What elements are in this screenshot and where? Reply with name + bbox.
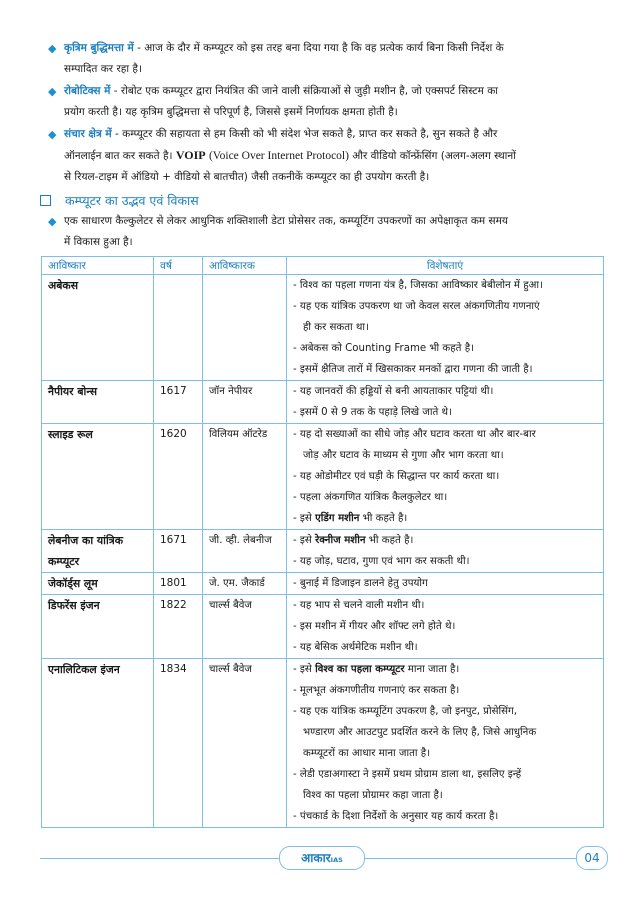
- bullet-head: संचार क्षेत्र में: [64, 128, 112, 140]
- section-title: कम्प्यूटर का उद्भव एवं विकास: [65, 193, 199, 208]
- table-row: [42, 275, 604, 381]
- cell-year: 1801: [154, 573, 203, 595]
- bullet-robotics: ◆ रोबोटिक्स में - रोबोट एक कम्प्यूटर द्वारा नियंत्रित की जाने वाली संक्रियाओं से जुड़ी मशीन है, जो एक्सपर्ट सिस्टम का प्रयोग करती है। यह कृत्रिम बुद्धिमत्ता से परिपूर्ण है, जिससे इसमें निर्णायक क्षमता होती है।: [64, 81, 608, 123]
- feature-emphasis: रेक्नीज मशीन: [315, 535, 366, 546]
- feature-item: - पंचकार्ड के दिशा निर्देशों के अनुसार यह कार्य करता है।: [293, 811, 499, 822]
- bullet-text: आज के दौर में कम्प्यूटर को इस तरह बना दिया गया है कि वह प्रत्येक कार्य बिना किसी निर्देश के: [144, 42, 504, 54]
- feature-emphasis: विश्व का पहला कम्प्यूटर: [315, 664, 405, 675]
- header-features: विशेषताएं: [287, 257, 604, 275]
- table-row: [42, 595, 604, 659]
- bullet-head: रोबोटिक्स में: [64, 85, 111, 97]
- feature-emphasis: एडिंग मशीन: [315, 513, 360, 524]
- cell-year: 1671: [154, 530, 203, 573]
- bullet-text: सम्पादित कर रहा है।: [64, 63, 142, 75]
- feature-item: - इसमें 0 से 9 तक के पहाड़े लिखे जाते थे।: [293, 407, 452, 418]
- feature-item: - मूलभूत अंकगणीतीय गणनाएं कर सकता है।: [293, 685, 460, 696]
- table-header-row: [42, 257, 604, 275]
- table-row: [42, 381, 604, 424]
- feature-item: - बुनाई में डिजाइन डालने हेतु उपयोग: [293, 578, 428, 589]
- cell-inventor: विलियम ऑटरेड: [203, 424, 287, 530]
- cell-invention: लेबनीज का यांत्रिक कम्प्यूटर: [42, 530, 154, 573]
- footer-rule: [40, 858, 279, 859]
- feature-item: - पहला अंकगणित यांत्रिक कैलकुलेटर था।: [293, 492, 448, 503]
- voip-term: VOIP: [175, 148, 206, 162]
- cell-year: 1834: [154, 659, 203, 828]
- cell-features: [287, 275, 604, 381]
- cell-inventor: चार्ल्स बैवेज: [203, 659, 287, 828]
- table-row: [42, 573, 604, 595]
- cell-inventor: जी. व्ही. लेबनीज: [203, 530, 287, 573]
- cell-year: [154, 275, 203, 381]
- cell-inventor: जॉन नेपीयर: [203, 381, 287, 424]
- feature-item: - यह जोड़, घटाव, गुणा एवं भाग कर सकती थी।: [293, 556, 470, 567]
- cell-invention: नैपीयर बोन्स: [42, 381, 154, 424]
- checkbox-square-icon: [40, 195, 51, 206]
- bullet-text: रोबोट एक कम्प्यूटर द्वारा नियंत्रित की जाने वाली संक्रियाओं से जुड़ी मशीन है, जो एक्सपर्ट सिस्टम का: [120, 85, 498, 97]
- feature-item: - इसे विश्व का पहला कम्प्यूटर माना जाता है।: [293, 664, 460, 675]
- feature-item: - यह एक यांत्रिक उपकरण था जो केवल सरल अंकगणितीय गणनाएं ही कर सकता था।: [293, 301, 540, 333]
- bullet-icon: ◆: [48, 215, 57, 228]
- feature-item: - विश्व का पहला गणना यंत्र है, जिसका आविष्कार बेबीलोन में हुआ।: [293, 280, 543, 291]
- table-row: [42, 659, 604, 828]
- cell-features: [287, 381, 604, 424]
- feature-item: - यह जानवरों की हड्डियों से बनी आयताकार पट्टियां थी।: [293, 386, 494, 397]
- feature-item: - यह ओडोमीटर एवं घड़ी के सिद्धान्त पर कार्य करता था।: [293, 471, 500, 482]
- feature-item: - इस मशीन में गीयर और शॉफ्ट लगे होते थे।: [293, 621, 456, 632]
- section-intro: ◆ एक साधारण कैल्कुलेटर से लेकर आधुनिक शक्तिशाली डेटा प्रोसेसर तक, कम्प्यूटिंग उपकरणों का अपेक्षाकृत कम समय में विकास हुआ है।: [64, 211, 608, 253]
- bullet-icon: ◆: [48, 128, 57, 141]
- bullet-icon: ◆: [48, 85, 57, 98]
- cell-year: 1620: [154, 424, 203, 530]
- header-inventor: आविष्कारक: [203, 257, 287, 275]
- feature-item: - यह दो सख्याओं का सीधे जोड़ और घटाव करता था और बार-बार जोड़ और घटाव के माध्यम से गुणा और भाग करता था।: [293, 429, 536, 461]
- bullet-head: कृत्रिम बुद्धिमत्ता में: [64, 42, 134, 54]
- bullet-ai: ◆ कृत्रिम बुद्धिमत्ता में - आज के दौर में कम्प्यूटर को इस तरह बना दिया गया है कि वह प्रत्येक कार्य बिना किसी निर्देश के सम्पादित कर रहा है।: [64, 38, 608, 80]
- feature-item: - लेडी एडाअगास्टा ने इसमें प्रथम प्रोग्राम डाला था, इसलिए इन्हें विश्व का पहला प्रोग्रामर कहा जाता है।: [293, 769, 522, 801]
- cell-invention: अबेकस: [42, 275, 154, 381]
- feature-item: - इसे एडिंग मशीन भी कहते है।: [293, 513, 408, 524]
- table-row: [42, 424, 604, 530]
- cell-features: [287, 659, 604, 828]
- cell-inventor: चार्ल्स बैवेज: [203, 595, 287, 659]
- feature-item: - यह बेसिक अर्थमेटिक मशीन थी।: [293, 642, 418, 653]
- cell-inventor: जे. एम. जैकार्ड: [203, 573, 287, 595]
- cell-invention: डिफरेंस इंजन: [42, 595, 154, 659]
- history-table: [41, 256, 604, 828]
- bullet-icon: ◆: [48, 42, 57, 55]
- cell-year: 1617: [154, 381, 203, 424]
- cell-features: [287, 530, 604, 573]
- feature-item: - इसे रेक्नीज मशीन भी कहते है।: [293, 535, 414, 546]
- cell-invention: जेकॉर्ड्स लूम: [42, 573, 154, 595]
- brand-logo: आकारIAS: [279, 846, 365, 870]
- bullet-text: प्रयोग करती है। यह कृत्रिम बुद्धिमत्ता से परिपूर्ण है, जिससे इसमें निर्णायक क्षमता होती है।: [64, 106, 398, 118]
- feature-item: - इसमें क्षैतिज तारों में खिसकाकर मनकों द्वारा गणना की जाती है।: [293, 364, 533, 375]
- feature-item: - यह भाप से चलने वाली मशीन थी।: [293, 600, 425, 611]
- cell-year: 1822: [154, 595, 203, 659]
- footer-rule: [363, 858, 576, 859]
- bullet-communication: ◆ संचार क्षेत्र में - कम्प्यूटर की सहायता से हम किसी को भी संदेश भेज सकते है, प्राप्त कर सकते है, सुन सकते है और ऑनलाईन बात कर सकते है। VOIP (Voice Over Internet Protocol) और वीडियो कॉन्फ्रेंसिंग (अलग-अलग स्थानों से रियल-टाइम में ऑडियो + वीडियो से बातचीत) जैसी तकनीकें कम्प्यूटर का ही उपयोग करती है।: [64, 124, 608, 188]
- cell-invention: एनालिटिकल इंजन: [42, 659, 154, 828]
- bullet-text: कम्प्यूटर की सहायता से हम किसी को भी संदेश भेज सकते है, प्राप्त कर सकते है, सुन सकते है और: [122, 128, 498, 140]
- page-number: 04: [576, 846, 608, 870]
- section-heading: [40, 192, 199, 209]
- header-year: वर्ष: [154, 257, 203, 275]
- table-body: [42, 275, 604, 828]
- header-invention: आविष्कार: [42, 257, 154, 275]
- cell-features: [287, 595, 604, 659]
- feature-item: - अबेकस को Counting Frame भी कहते है।: [293, 343, 474, 354]
- table-row: [42, 530, 604, 573]
- cell-features: [287, 424, 604, 530]
- feature-item: - यह एक यांत्रिक कम्प्यूटिंग उपकरण है, जो इनपुट, प्रोसेसिंग, भण्डारण और आउटपुट प्रदर्शित करने के लिए है, जिसे आधुनिक कम्प्यूटरों का आधार माना जाता है।: [293, 706, 537, 759]
- cell-invention: स्लाइड रूल: [42, 424, 154, 530]
- cell-inventor: [203, 275, 287, 381]
- cell-features: [287, 573, 604, 595]
